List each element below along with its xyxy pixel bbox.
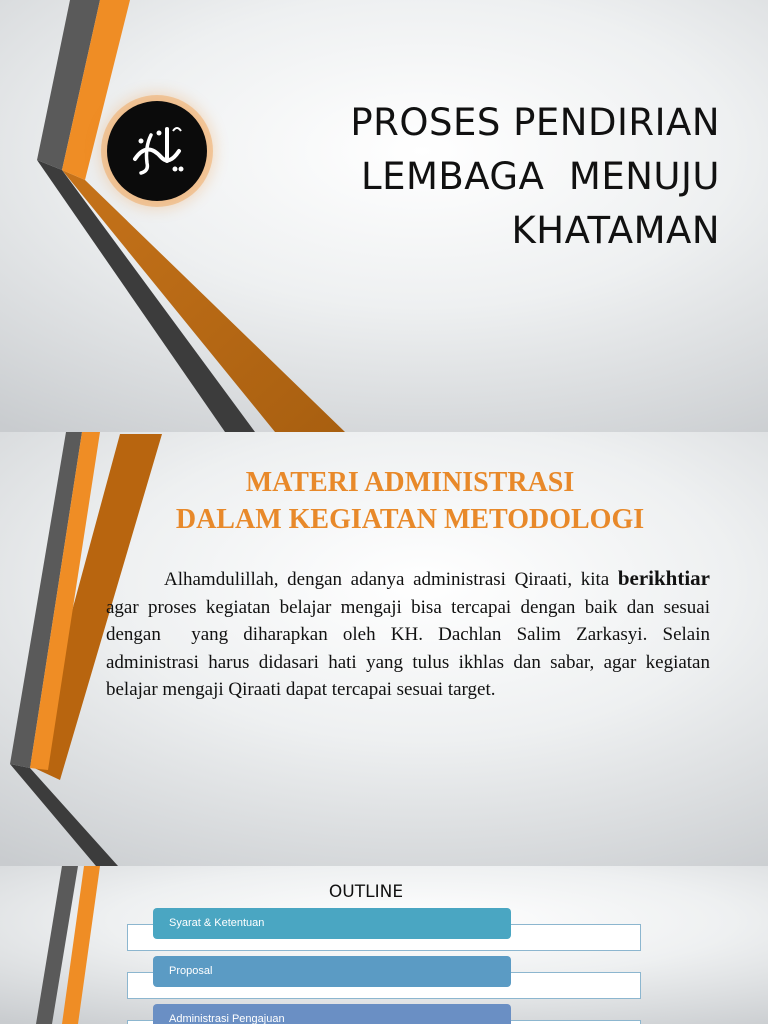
paragraph-start: Alhamdulillah, dengan adanya administrasi Qiraati, kita (164, 569, 618, 590)
slide-1 (0, 0, 768, 432)
logo (107, 101, 207, 201)
dark-wedge (10, 764, 118, 866)
slide-3 (0, 866, 768, 1024)
title-line-3: KHATAMAN (511, 209, 720, 252)
slide-1-title (280, 96, 720, 258)
title-line-2: LEMBAGA MENUJU (360, 155, 720, 198)
title-line-1: MATERI ADMINISTRASI (245, 467, 575, 498)
paragraph-bold-word: berikhtiar (617, 566, 710, 590)
slide-2-paragraph (106, 565, 715, 704)
title-line-2: DALAM KEGIATAN METODOLOGI (175, 504, 645, 535)
slide-2-title (110, 464, 710, 538)
outline-title: OUTLINE (328, 882, 404, 902)
dark-wedge (37, 160, 255, 432)
slide-2 (0, 432, 768, 866)
outline-item-proposal[interactable]: Proposal (153, 956, 511, 987)
calligraphy-logo-icon (117, 111, 197, 191)
outline-item-syarat[interactable]: Syarat & Ketentuan (153, 908, 511, 939)
title-line-1: PROSES PENDIRIAN (350, 101, 720, 144)
outline-item-administrasi[interactable]: Administrasi Pengajuan (153, 1004, 511, 1024)
paragraph-rest: agar proses kegiatan belajar mengaji bisa tercapai dengan baik dan sesuai dengan yang diharapkan oleh KH. Dachlan Salim Zarkasyi. Selain administrasi harus didasari hati yang tulus ikhlas dan sabar, agar kegiatan belajar mengaji Qiraati dapat tercapai sesuai target. (106, 569, 715, 700)
